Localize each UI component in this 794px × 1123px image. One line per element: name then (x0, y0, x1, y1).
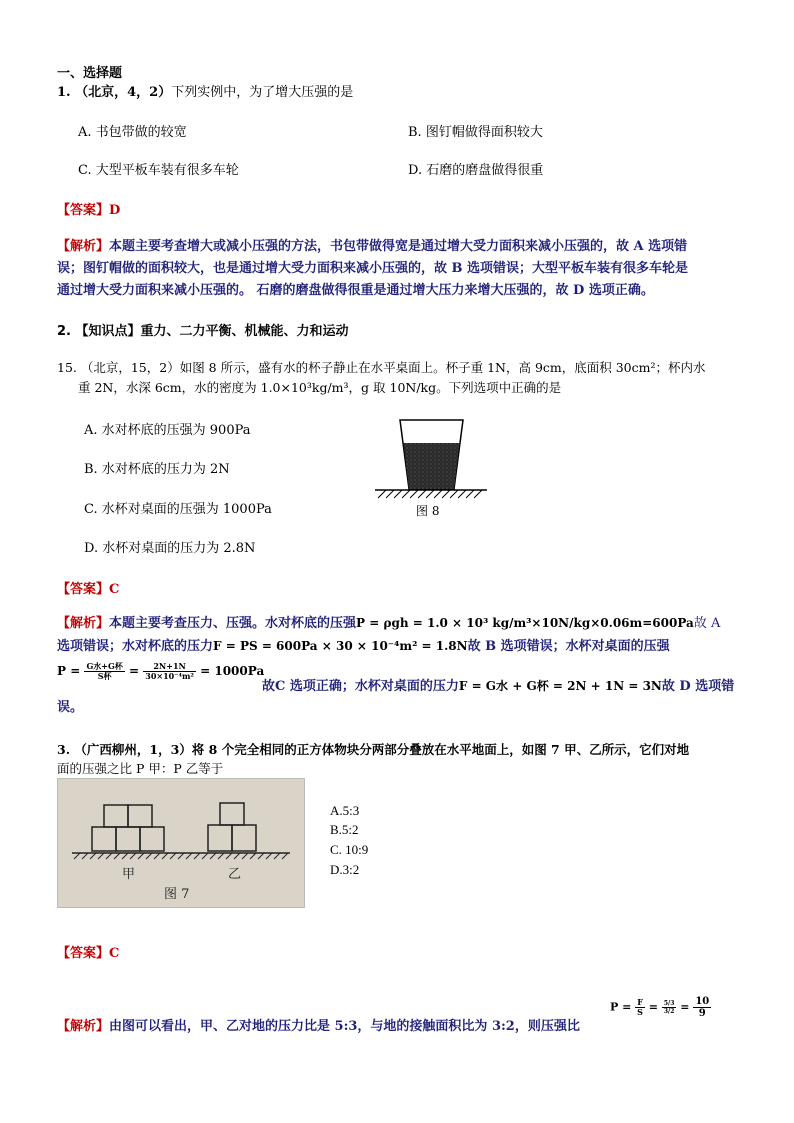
answer-value: C (109, 946, 120, 961)
fraction-compound-numerator: 5/3 (663, 1000, 675, 1007)
answer-tag: 【答案】 (57, 203, 110, 218)
q15-explain-line4: 误。 (57, 700, 84, 715)
q1-answer (57, 199, 120, 218)
q15-explain-tail3: 故 D 选项错 (661, 679, 735, 694)
q1-explanation (57, 236, 747, 302)
table-pressure-formula (57, 661, 265, 681)
q1-explain-line2: 误；图钉帽做的面积较大，也是通过增大受力面积来减小压强的，故 B 选项错误；大型平板车装有很多车轮是 (57, 261, 689, 276)
formula-p: P = (57, 664, 81, 678)
q15-explain-line2 (57, 635, 670, 658)
q3-option-b: B.5:2 (330, 822, 359, 837)
q1-number: 1. (57, 85, 71, 100)
q1-stem (57, 81, 353, 100)
figure-7-photo (57, 778, 305, 908)
fraction-2 (143, 662, 196, 681)
fraction-result-denominator: 9 (698, 1008, 706, 1019)
fraction-1-denominator: S杯 (97, 671, 112, 681)
q15-stem-line1: 15. （北京，15，2）如图 8 所示，盛有水的杯子静止在水平桌面上。杯子重 1N，高 9cm，底面积 30cm²；杯内水 (57, 360, 706, 375)
fraction-fs-numerator: F (635, 998, 645, 1008)
q15-explain-line1 (57, 612, 720, 635)
q3-option-d: D.3:2 (330, 862, 360, 877)
q15-explain-line3b (262, 675, 734, 698)
answer-tag: 【答案】 (57, 582, 110, 597)
q1-explain-line1 (57, 236, 747, 258)
formula-result: = 1000Pa (200, 664, 265, 678)
explain-tag: 【解析】 (57, 616, 110, 631)
q1-option-c: C. 大型平板车装有很多车轮 (78, 163, 239, 178)
q1-explain-line3: 通过增大受力面积来减小压强的。 石磨的磨盘做得很重是通过增大压力来增大压强的，故 D 选项正确。 (57, 283, 654, 298)
q15-answer (57, 578, 119, 597)
q15-explain-text2: 选项错误；水对杯底的压力 (57, 639, 214, 654)
q3-option-a: A.5:3 (330, 803, 360, 818)
q15-stem-line2: 重 2N，水深 6cm，水的密度为 1.0×10³kg/m³，g 取 10N/kg。下列选项中正确的是 (78, 380, 562, 395)
q15-explain-text1: 本题主要考查压力、压强。水对杯底的压强 (109, 616, 357, 631)
q15-explain-tail2: 故 B 选项错误；水杯对桌面的压强 (467, 639, 670, 654)
q15-explain-tail1: 故 A (693, 616, 721, 631)
fraction-result (693, 996, 711, 1019)
fraction-fs (635, 998, 645, 1017)
q1-option-b: B. 图钉帽做得面积较大 (408, 125, 543, 140)
fraction-2-numerator: 2N+1N (143, 662, 196, 672)
fraction-compound (662, 1000, 677, 1015)
fraction-fs-denominator: S (637, 1007, 643, 1017)
q3-stem-line2: 面的压强之比 P 甲：P 乙等于 (57, 761, 224, 776)
q15-option-b: B. 水对杯底的压力为 2N (84, 462, 230, 477)
fraction-result-numerator: 10 (695, 996, 710, 1007)
q1-source: （北京，4，2） (75, 85, 172, 100)
fraction-compound-denominator: 3/2 (663, 1008, 675, 1015)
answer-value: C (109, 582, 120, 597)
table-force-formula: F = G水 + G杯 = 2N + 1N = 3N (458, 679, 662, 693)
q3-ratio-formula (610, 996, 711, 1019)
figure-7-caption: 图 7 (164, 887, 190, 902)
pressure-formula: P = ρgh = 1.0 × 10³ kg/m³×10N/kg×0.06m=600Pa (356, 616, 694, 630)
fraction-2-denominator: 30×10⁻⁴m² (145, 671, 194, 681)
figure-7-label-yi: 乙 (228, 867, 242, 882)
q15-option-d: D. 水杯对桌面的压力为 2.8N (84, 541, 256, 556)
formula-eq: = (129, 664, 140, 678)
q15-explain-text3: 故C 选项正确；水杯对桌面的压力 (262, 679, 459, 694)
explain-tag: 【解析】 (57, 1019, 110, 1034)
answer-value: D (109, 203, 121, 218)
answer-tag: 【答案】 (57, 946, 110, 961)
figure-7-label-jia: 甲 (122, 867, 136, 882)
q1-text: 下列实例中，为了增大压强的是 (171, 85, 354, 100)
fraction-1-numerator: G水+G杯 (86, 661, 123, 671)
explain-tag: 【解析】 (57, 239, 110, 254)
figure-8-caption: 图 8 (416, 504, 440, 518)
formula-eq: = (648, 1000, 659, 1014)
q3-explain-text: 由图可以看出，甲、乙对地的压力比是 5:3，与地的接触面积比为 3:2，则压强比 (109, 1019, 580, 1034)
q1-option-a: A. 书包带做的较宽 (78, 125, 187, 140)
formula-p: P = (610, 1000, 632, 1014)
q15-explain-line3 (57, 660, 264, 683)
q1-explain-text1: 本题主要考查增大或减小压强的方法，书包带做得宽是通过增大受力面积来减小压强的，故 A 选项错 (109, 239, 688, 254)
force-formula: F = PS = 600Pa × 30 × 10⁻⁴m² = 1.8N (213, 639, 468, 653)
q15-option-a: A. 水对杯底的压强为 900Pa (84, 423, 251, 438)
knowledge-point-header: 2. 【知识点】重力、二力平衡、机械能、力和运动 (57, 324, 349, 339)
q1-option-d: D. 石磨的磨盘做得很重 (408, 163, 544, 178)
q15-option-c: C. 水杯对桌面的压强为 1000Pa (84, 502, 272, 517)
q3-explanation (57, 1016, 580, 1038)
q3-stem-line1: 3. （广西柳州，1，3）将 8 个完全相同的正方体物块分两部分叠放在水平地面上，如图 7 甲、乙所示，它们对地 (57, 742, 690, 757)
formula-eq-2: = (680, 1000, 690, 1014)
q3-option-c: C. 10:9 (330, 842, 369, 857)
q3-answer (57, 942, 119, 961)
section-title: 一、选择题 (57, 66, 123, 81)
fraction-1 (84, 662, 124, 681)
